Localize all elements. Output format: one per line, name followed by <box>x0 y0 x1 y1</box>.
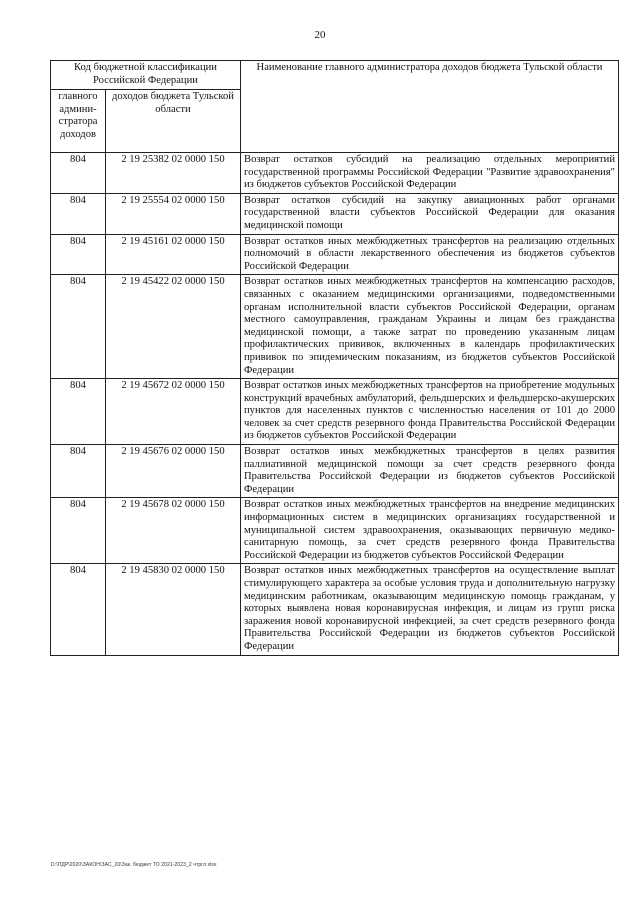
budget-income-code-cell: 2 19 45830 02 0000 150 <box>106 564 241 655</box>
income-name-cell: Возврат остатков иных межбюджетных трансфертов на осуществление выплат стимулирующего характера за особые условия труда и дополнительную нагрузку медицинским работникам, оказывающим медицинскую помощь гражданам, у которых выявлена новая коронавирусная инфекция, и лицам из групп риска заражения новой коронавирусной инфекцией, за счет средств резервного фонда Правительства Российской Федерации из бюджетов субъектов Российской Федерации <box>241 564 619 655</box>
income-name-cell: Возврат остатков субсидий на реализацию отдельных мероприятий государственной программы Российской Федерации "Развитие здравоохранения" из бюджетов субъектов Российской Федерации <box>241 153 619 194</box>
header-main-administrator: главного админи-стратора доходов <box>51 90 106 153</box>
table-header-row <box>51 61 619 90</box>
income-name-cell: Возврат остатков иных межбюджетных трансфертов на приобретение модульных конструкций врачебных амбулаторий, фельдшерских и фельдшерско-акушерских пунктов для населенных пунктов с численностью населения от 101 до 2000 человек за счет средств резервного фонда Правительства Российской Федерации из бюджетов субъектов Российской Федерации <box>241 379 619 445</box>
admin-code-cell: 804 <box>51 234 106 275</box>
header-budget-income: доходов бюджета Тульской области <box>106 90 241 153</box>
table-row <box>51 193 619 234</box>
admin-code-cell: 804 <box>51 498 106 564</box>
table-row <box>51 379 619 445</box>
income-administrators-table <box>50 60 619 656</box>
budget-income-code-cell: 2 19 45678 02 0000 150 <box>106 498 241 564</box>
income-name-cell: Возврат остатков иных межбюджетных трансфертов на компенсацию расходов, связанных с оказанием медицинскими организациями, подведомственными органам исполнительной власти субъектов Российской Федерации, органам местного самоуправления, гражданам Украины и лицам без гражданства медицинской помощи, а также затрат по проведению указанным лицам профилактических прививок, включенных в календарь профилактических прививок по эпидемическим показаниям, из бюджетов субъектов Российской Федерации <box>241 275 619 379</box>
header-administrator-name: Наименование главного администратора доходов бюджета Тульской области <box>241 61 619 153</box>
admin-code-cell: 804 <box>51 193 106 234</box>
admin-code-cell: 804 <box>51 153 106 194</box>
table-row <box>51 275 619 379</box>
budget-income-code-cell: 2 19 25382 02 0000 150 <box>106 153 241 194</box>
admin-code-cell: 804 <box>51 275 106 379</box>
table-row <box>51 445 619 498</box>
table-body <box>51 153 619 656</box>
income-name-cell: Возврат остатков иных межбюджетных трансфертов на внедрение медицинских информационных систем в медицинских организациях государственной и муниципальной систем здравоохранения, оказывающих первичную медико-санитарную помощь, за счет средств резервного фонда Правительства Российской Федерации из бюджетов субъектов Российской Федерации <box>241 498 619 564</box>
income-name-cell: Возврат остатков иных межбюджетных трансфертов на реализацию отдельных полномочий в области лекарственного обеспечения из бюджетов субъектов Российской Федерации <box>241 234 619 275</box>
admin-code-cell: 804 <box>51 564 106 655</box>
table-row <box>51 234 619 275</box>
table-row <box>51 498 619 564</box>
header-budget-classification-code: Код бюджетной классификации Российской Федерации <box>51 61 241 90</box>
budget-income-code-cell: 2 19 45161 02 0000 150 <box>106 234 241 275</box>
budget-income-code-cell: 2 19 45422 02 0000 150 <box>106 275 241 379</box>
page-number: 20 <box>314 29 326 41</box>
admin-code-cell: 804 <box>51 445 106 498</box>
table-row <box>51 564 619 655</box>
income-name-cell: Возврат остатков субсидий на закупку авиационных работ органами государственной власти субъектов Российской Федерации для оказания медицинской помощи <box>241 193 619 234</box>
admin-code-cell: 804 <box>51 379 106 445</box>
income-name-cell: Возврат остатков иных межбюджетных трансфертов в целях развития паллиативной медицинской помощи за счет средств резервного фонда Правительства Российской Федерации из бюджетов субъектов Российской Федерации <box>241 445 619 498</box>
file-path-footer: D:\ПДР\2020\ЗАКОН\ЗАС_20\Зак. бюджет ТО 2021-2023_2 чтргл.xlsx <box>51 862 217 868</box>
budget-income-code-cell: 2 19 45672 02 0000 150 <box>106 379 241 445</box>
budget-income-code-cell: 2 19 45676 02 0000 150 <box>106 445 241 498</box>
budget-income-code-cell: 2 19 25554 02 0000 150 <box>106 193 241 234</box>
table-row <box>51 153 619 194</box>
